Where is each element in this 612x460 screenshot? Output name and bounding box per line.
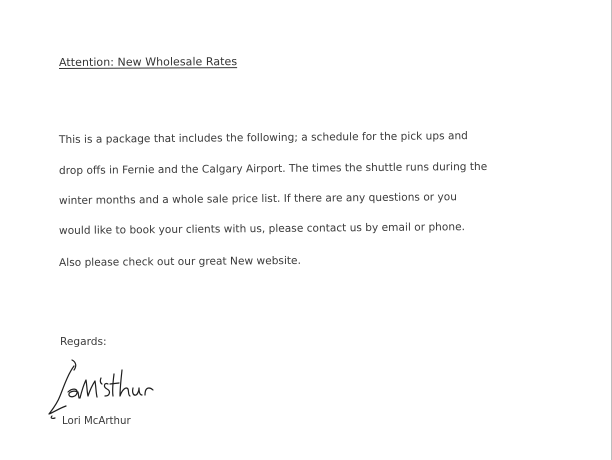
handwritten-signature (46, 352, 166, 420)
signer-name: Lori McArthur (62, 416, 131, 427)
attention-line: Attention: New Wholesale Rates (58, 55, 238, 69)
body-line: would like to book your clients with us, please contact us by email or phone. (58, 221, 466, 237)
closing-regards: Regards: (60, 336, 107, 348)
body-line: This is a package that includes the following; a schedule for the pick ups and (58, 130, 468, 146)
body-line: winter months and a whole sale price list. If there are any questions or you (58, 191, 458, 207)
body-line: Also please check out our great New website. (58, 254, 301, 269)
body-line: drop offs in Fernie and the Calgary Airport. The times the shuttle runs during the (58, 160, 488, 177)
